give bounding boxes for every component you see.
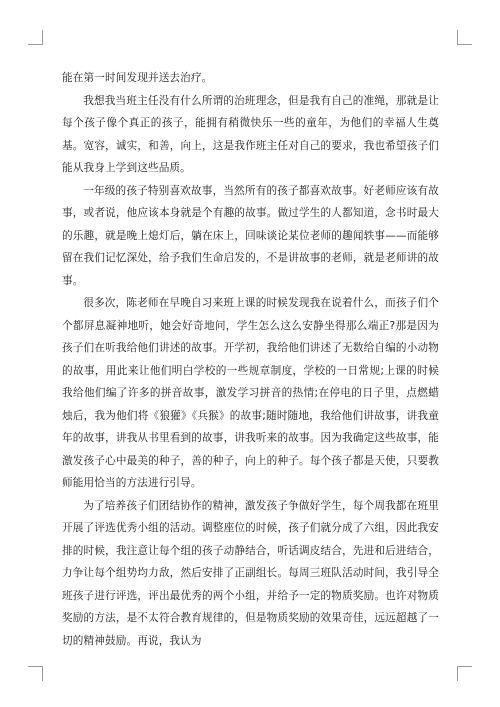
paragraph-5: 为了培养孩子们团结协作的精神，激发孩子争做好学生，每个周我都在班里开展了评选优秀小组的活动。调整座位的时候，孩子们就分成了六组，因此我安排的时候，我注意让每个组的孩子动静结合，听话调皮结合，先进和后进结合，力争让每个组势均力敌，然后安排了正副组长。每周三班队活动时间，我引导全班孩子进行评选，评出最优秀的两个小组，并给予一定的物质奖励。也许对物质奖励的方法，是不太符合教育规律的，但是物质奖励的效果奇佳，远远超越了一切的精神鼓励。再说，我认为 — [62, 499, 439, 647]
crop-mark-bottom-left — [28, 666, 43, 681]
paragraph-1: 能在第一时间发现并送去治疗。 — [62, 72, 213, 84]
crop-mark-bottom-right — [457, 666, 472, 681]
crop-mark-top-right — [457, 30, 472, 45]
paragraph-2: 我想我当班主任没有什么所谓的治班理念，但是我有自己的准绳，那就是让每个孩子像个真正的孩子，能拥有稍微快乐一些的童年，为他们的幸福人生奠基。宽容，诚实，和善，向上，这是我作班主任对自己的要求，我也希望孩子们能从我身上学到这些品质。 — [62, 94, 439, 174]
document-body — [62, 67, 439, 652]
crop-mark-top-left — [28, 30, 43, 45]
paragraph-3: 一年级的孩子特别喜欢故事，当然所有的孩子都喜欢故事。好老师应该有故事，或者说，他应该本身就是个有趣的故事。做过学生的人都知道，念书时最大的乐趣，就是晚上熄灯后，躺在床上，回味谈论某位老师的趣闻轶事——而能够留在我们记忆深处，给予我们生命启发的，不是讲故事的老师，就是老师讲的故事。 — [62, 184, 439, 287]
paragraph-4: 很多次，陈老师在早晚自习来班上课的时候发现我在说着什么，而孩子们个个都屏息凝神地听，她会好奇地问，学生怎么这么安静坐得那么端正?那是因为孩子们在听我给他们讲述的故事。开学初，我给他们讲述了无数给自编的小动物的故事，用此来让他们明白学校的一些规章制度，学校的一日常规;上课的时候我给他们编了许多的拼音故事，激发学习拼音的热情;在停电的日子里，点燃蜡烛后，我为他们将《狼獾》《兵猴》的故事;随时随地，我给他们讲故事，讲我童年的故事，讲我从书里看到的故事，讲我听来的故事。因为我确定这些故事，能激发孩子心中最美的种子，善的种子，向上的种子。每个孩子都是天使，只要教师能用恰当的方法进行引导。 — [62, 297, 439, 489]
